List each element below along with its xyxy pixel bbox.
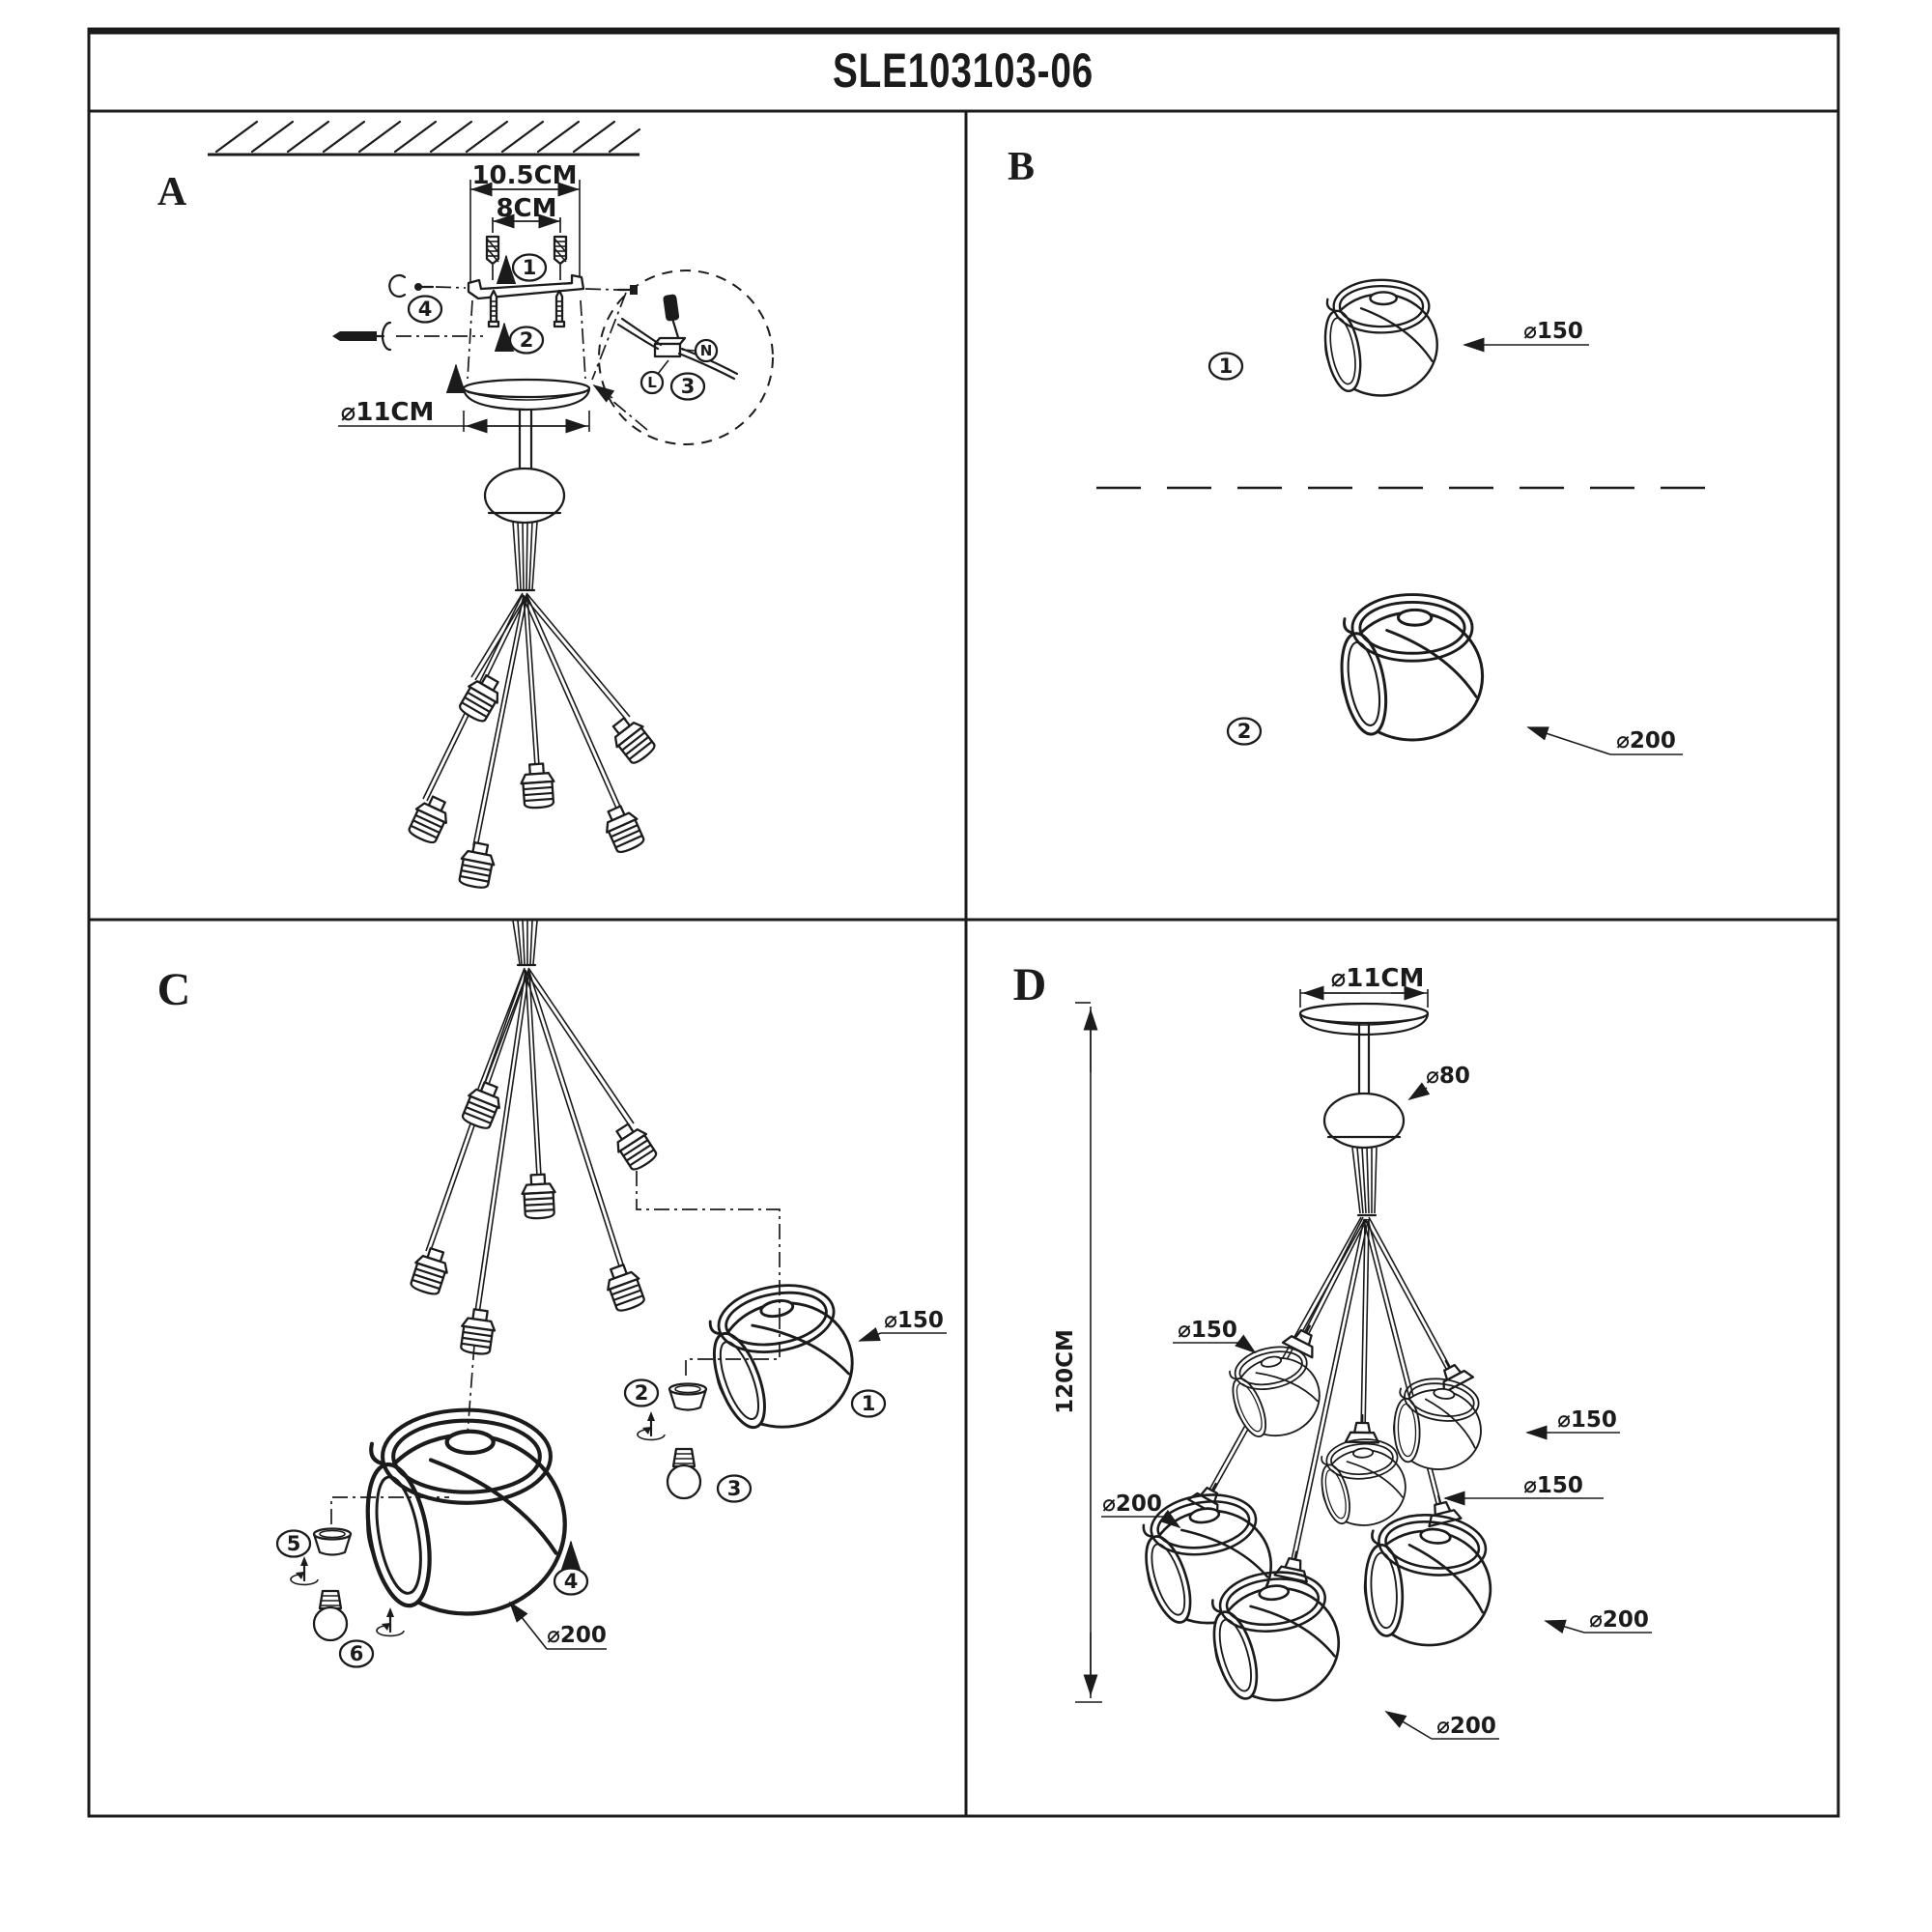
step-c2-number: 2 (634, 1381, 649, 1405)
dim-canopy-a-text: ⌀11CM (340, 398, 435, 427)
fixture-body-a (406, 410, 658, 890)
sheet-frame (89, 29, 1838, 1816)
large-shade-icon (358, 1410, 565, 1614)
panel-a-mounting (157, 122, 773, 890)
panel-d-label: D (1012, 959, 1047, 1010)
wiring-detail-circle (592, 270, 773, 444)
step-c6-badge (340, 1641, 373, 1667)
large-shade-dim-callout-c (510, 1603, 607, 1649)
fixture-body-c (408, 921, 660, 1355)
lamp-socket-icon (408, 1245, 452, 1296)
step-c6-number: 6 (349, 1642, 364, 1665)
dimension-hole-spacing (493, 194, 560, 237)
small-shade-icon (1320, 280, 1436, 396)
dim-150-text-c: ⌀150 (884, 1308, 944, 1333)
dim-hole-spacing-text: 8CM (496, 194, 557, 223)
panel-d-overview (1013, 959, 1652, 1739)
step-1-badge (506, 255, 546, 281)
dim-200-text-c: ⌀200 (547, 1623, 607, 1648)
rotate-arrow-icon (291, 1556, 318, 1584)
stem-and-ball-d (1324, 1024, 1404, 1148)
lamp-socket-icon (606, 712, 658, 766)
wall-anchor-icon (554, 237, 566, 264)
dim-150-text-d3: ⌀150 (1523, 1473, 1583, 1498)
dim-ball-text: ⌀80 (1426, 1064, 1470, 1089)
step-c3-number: 3 (726, 1477, 742, 1500)
step-c2-badge (625, 1380, 658, 1406)
ceiling-canopy (464, 380, 589, 410)
panel-a-label: A (156, 170, 187, 214)
retaining-ring-icon (314, 1529, 351, 1555)
panel-b-label: B (1007, 145, 1036, 189)
step-c1-number: 1 (861, 1392, 876, 1415)
dim-callout-150-right (1527, 1407, 1620, 1433)
lamp-socket-icon (457, 840, 497, 890)
step-2-number: 2 (519, 328, 534, 352)
step-4-number: 4 (417, 298, 433, 321)
dimension-canopy-d (1300, 964, 1428, 1008)
terminal-n-badge (682, 340, 717, 361)
lamp-socket-icon (522, 1174, 556, 1219)
step-3-badge (671, 374, 704, 400)
exploded-guide-line (637, 1171, 780, 1314)
large-shade-icon (1353, 1508, 1498, 1651)
terminal-block (655, 344, 680, 356)
small-shade-dim-callout-c (860, 1308, 947, 1341)
large-shade-dim-callout (1528, 727, 1683, 754)
step-c5-badge (277, 1531, 310, 1557)
lamp-socket-icon (459, 1308, 497, 1355)
ceiling-hatch-icon (208, 122, 639, 155)
wall-anchor-icon (487, 237, 498, 264)
dim-callout-200-left (1101, 1492, 1179, 1527)
small-shade-icon (1315, 1436, 1407, 1528)
cord-cap-icon (1346, 1415, 1378, 1443)
rotate-arrow-icon (377, 1607, 404, 1635)
item-1-badge (1209, 354, 1242, 380)
lamp-socket-icon (602, 1262, 647, 1314)
model-number-title: SLE103103-06 (833, 43, 1094, 98)
small-shade-icon (1384, 1373, 1488, 1475)
dim-200-text-b: ⌀200 (1616, 728, 1676, 753)
step-c5-number: 5 (286, 1532, 301, 1555)
dim-200-text-d3: ⌀200 (1436, 1714, 1496, 1739)
bulb-icon (668, 1449, 700, 1498)
long-screw-icon (332, 323, 483, 350)
dimension-ball (1409, 1064, 1470, 1099)
mounting-stud-icon (554, 291, 564, 327)
large-shade-icon (1335, 595, 1483, 740)
dim-callout-150-top (1173, 1318, 1255, 1352)
step-4-badge (409, 297, 441, 323)
retaining-ring-icon (669, 1384, 706, 1410)
panel-c-label: C (156, 964, 191, 1015)
terminal-l-badge (641, 360, 668, 393)
dim-150-text-d2: ⌀150 (1557, 1407, 1617, 1433)
step-1-number: 1 (522, 256, 537, 279)
panel-c-assembly (157, 921, 947, 1667)
shade-cluster-d (1132, 1319, 1498, 1707)
step-3-number: 3 (680, 375, 696, 398)
item-2-badge (1228, 719, 1261, 745)
c-clip-icon (389, 275, 466, 297)
dim-callout-200-bottom (1386, 1712, 1499, 1739)
dim-200-text-d1: ⌀200 (1102, 1492, 1162, 1517)
dim-plate-width-text: 10.5CM (471, 161, 578, 190)
dim-callout-150-mid (1445, 1473, 1604, 1498)
item-2-number: 2 (1236, 720, 1252, 743)
lamp-socket-icon (406, 792, 454, 845)
dim-canopy-d-text: ⌀11CM (1330, 964, 1425, 993)
step-c3-badge (718, 1476, 751, 1502)
dim-150-text-b: ⌀150 (1523, 319, 1583, 344)
step-2-badge (504, 325, 543, 354)
dim-200-text-d2: ⌀200 (1589, 1607, 1649, 1633)
terminal-l-label: L (647, 374, 657, 391)
dim-150-text-d1: ⌀150 (1178, 1318, 1237, 1343)
dim-height-text: 120CM (1053, 1329, 1078, 1414)
bulb-icon (314, 1591, 347, 1640)
lamp-socket-icon (459, 1079, 505, 1131)
panel-b-shades (1008, 145, 1729, 754)
dimension-overall-height (1053, 1003, 1102, 1702)
dim-callout-200-right (1546, 1607, 1652, 1633)
lamp-socket-icon (609, 1119, 660, 1173)
step-c1-badge (852, 1391, 885, 1417)
lamp-socket-icon (520, 763, 555, 809)
rotate-arrow-icon (638, 1411, 665, 1439)
small-shade-dim-callout (1464, 319, 1589, 345)
mounting-stud-icon (489, 291, 498, 327)
item-1-number: 1 (1218, 355, 1234, 378)
canopy-d (1300, 1004, 1428, 1035)
step-c4-number: 4 (563, 1570, 579, 1593)
terminal-n-label: N (699, 342, 713, 359)
lamp-socket-icon (599, 802, 646, 855)
